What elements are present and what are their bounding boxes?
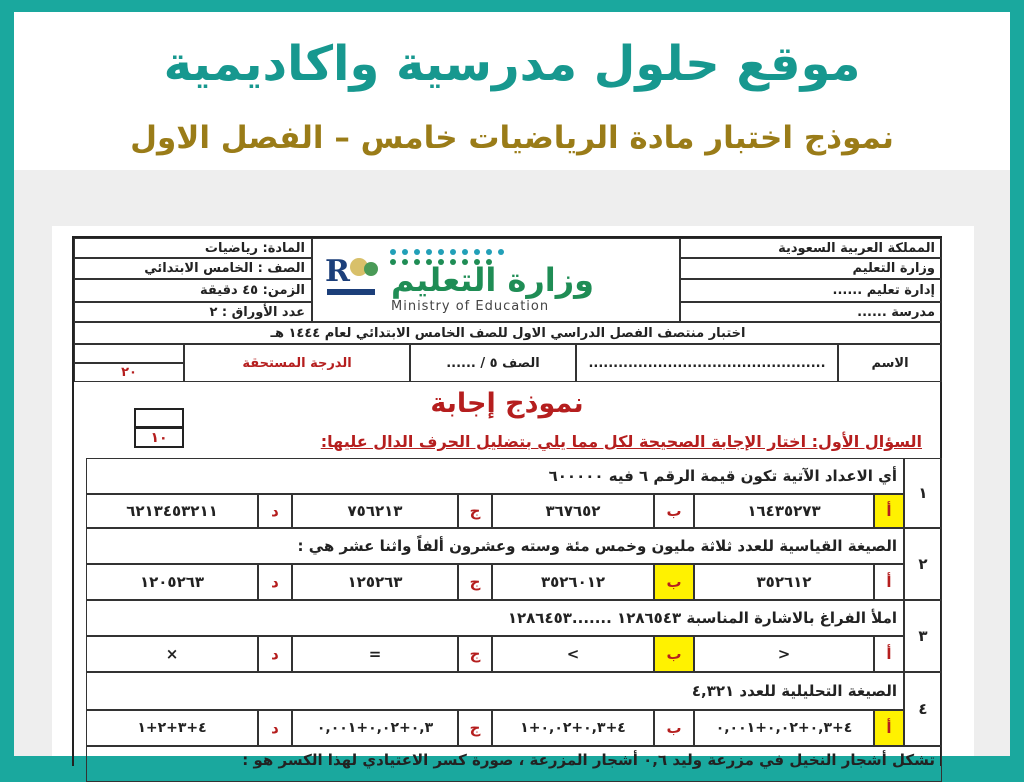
option-a[interactable]: ١٦٤٣٥٢٧٣ bbox=[694, 494, 874, 528]
class-field[interactable]: الصف ٥ / ...... bbox=[410, 344, 576, 382]
option-b[interactable]: ٣٦٧٦٥٢ bbox=[492, 494, 654, 528]
question-number: ١ bbox=[904, 458, 942, 528]
pages-count-label: عدد الأوراق : ٢ bbox=[74, 302, 312, 322]
option-letter-d[interactable]: د bbox=[258, 494, 292, 528]
question-number: ٤ bbox=[904, 672, 942, 746]
option-letter-a[interactable]: أ bbox=[874, 636, 904, 672]
option-b[interactable]: > bbox=[492, 636, 654, 672]
svg-text:R: R bbox=[325, 254, 350, 289]
option-c[interactable]: ٠,٣+٠,٠٢+٠,٠٠١ bbox=[292, 710, 458, 746]
option-letter-c[interactable]: ج bbox=[458, 710, 492, 746]
logo-block bbox=[312, 238, 680, 322]
question-text: تشكل أشجار النخيل في مزرعة وليد ٠,٦ أشجار المزرعة ، صورة كسر الاعتيادي لهذا الكسر هو : bbox=[86, 746, 942, 782]
question-text: الصيغة التحليلية للعدد ٤,٣٢١ bbox=[86, 672, 904, 710]
option-d[interactable]: ٤+٣+٢+١ bbox=[86, 710, 258, 746]
exam-subtitle: نموذج اختبار مادة الرياضيات خامس – الفصل الاول bbox=[130, 120, 894, 156]
option-b[interactable]: ٤+٠,٣+٠,٠٢+١ bbox=[492, 710, 654, 746]
academy-logo bbox=[323, 247, 381, 299]
ministry-name-ar: وزارة التعليم bbox=[391, 261, 595, 299]
option-a[interactable]: < bbox=[694, 636, 874, 672]
question-text: املأ الفراغ بالاشارة المناسبة ١٢٨٦٥٤٣ .......١٢٨٦٤٥٣ bbox=[86, 600, 904, 636]
option-d[interactable]: × bbox=[86, 636, 258, 672]
option-letter-a[interactable]: أ bbox=[874, 564, 904, 600]
option-c[interactable]: ١٢٥٢٦٣ bbox=[292, 564, 458, 600]
option-letter-a[interactable]: أ bbox=[874, 494, 904, 528]
option-a[interactable]: ٤+٠,٣+٠,٠٢+٠,٠٠١ bbox=[694, 710, 874, 746]
question-text: الصيغة القياسية للعدد ثلاثة مليون وخمس مئة وسته وعشرون ألفاً واثنا عشر هي : bbox=[86, 528, 904, 564]
header-directorate: إدارة تعليم ...... bbox=[680, 279, 942, 302]
option-a[interactable]: ٣٥٢٦١٢ bbox=[694, 564, 874, 600]
grade-earned-label: الدرجة المستحقة bbox=[184, 344, 410, 382]
exam-title: اختبار منتصف الفصل الدراسي الاول للصف الخامس الابتدائي لعام ١٤٤٤ هـ bbox=[74, 322, 942, 344]
question-number: ٢ bbox=[904, 528, 942, 600]
option-letter-c[interactable]: ج bbox=[458, 494, 492, 528]
option-letter-b[interactable]: ب bbox=[654, 494, 694, 528]
option-letter-c[interactable]: ج bbox=[458, 636, 492, 672]
name-field[interactable]: ................................................ bbox=[576, 344, 838, 382]
grade-level-label: الصف : الخامس الابتدائي bbox=[74, 258, 312, 279]
question-number: ٣ bbox=[904, 600, 942, 672]
option-letter-c[interactable]: ج bbox=[458, 564, 492, 600]
header-ministry: وزارة التعليم bbox=[680, 258, 942, 279]
ministry-name-en: Ministry of Education bbox=[391, 299, 550, 314]
banner bbox=[14, 12, 1010, 170]
q1-score-top bbox=[134, 408, 184, 428]
option-c[interactable]: = bbox=[292, 636, 458, 672]
option-b[interactable]: ٣٥٢٦٠١٢ bbox=[492, 564, 654, 600]
option-letter-d[interactable]: د bbox=[258, 636, 292, 672]
option-letter-b[interactable]: ب bbox=[654, 636, 694, 672]
option-letter-d[interactable]: د bbox=[258, 564, 292, 600]
name-label: الاسم bbox=[838, 344, 942, 382]
subject-label: المادة: رياضيات bbox=[74, 238, 312, 258]
q1-heading: السؤال الأول: اختار الإجابة الصحيحة لكل مما يلي بتضليل الحرف الدال عليها: bbox=[320, 432, 922, 451]
grade-total: ٢٠ bbox=[74, 363, 184, 382]
option-letter-d[interactable]: د bbox=[258, 710, 292, 746]
option-letter-b[interactable]: ب bbox=[654, 564, 694, 600]
header-country: المملكة العربية السعودية bbox=[680, 238, 942, 258]
sheet-frame bbox=[72, 236, 942, 769]
option-letter-a[interactable]: أ bbox=[874, 710, 904, 746]
header-school: مدرسة ...... bbox=[680, 302, 942, 322]
answer-model-title: نموذج إجابة bbox=[430, 388, 584, 419]
duration-label: الزمن: ٤٥ دقيقة bbox=[74, 279, 312, 302]
question-text: أي الاعداد الآتية تكون قيمة الرقم ٦ فيه ٦٠٠٠٠٠ bbox=[86, 458, 904, 494]
option-letter-b[interactable]: ب bbox=[654, 710, 694, 746]
grade-earned-blank bbox=[74, 344, 184, 363]
site-title: موقع حلول مدرسية واكاديمية bbox=[163, 36, 861, 92]
option-d[interactable]: ٦٢١٣٤٥٣٢١١ bbox=[86, 494, 258, 528]
q1-score: ١٠ bbox=[134, 427, 184, 448]
option-d[interactable]: ١٢٠٥٢٦٣ bbox=[86, 564, 258, 600]
exam-sheet bbox=[52, 226, 974, 769]
option-c[interactable]: ٧٥٦٢١٣ bbox=[292, 494, 458, 528]
